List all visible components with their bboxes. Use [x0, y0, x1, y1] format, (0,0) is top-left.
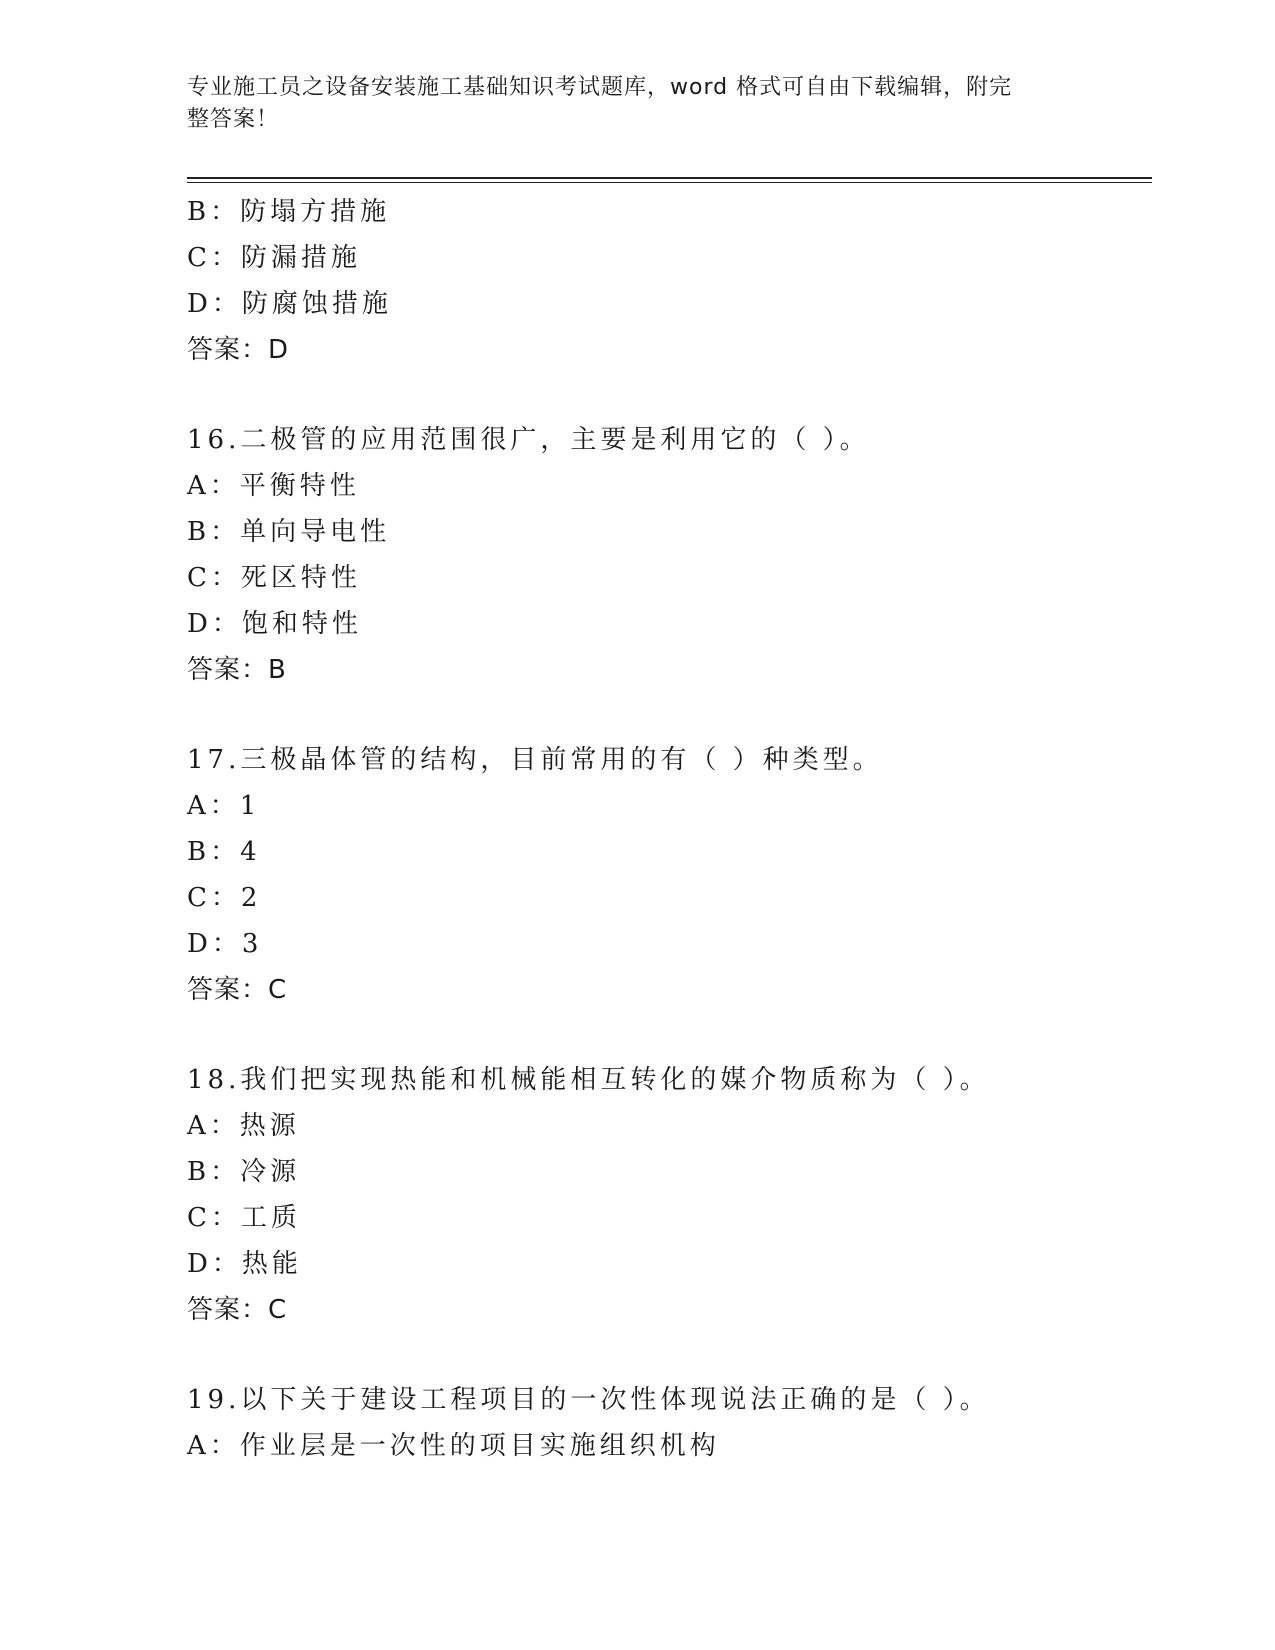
- question-19: [187, 1377, 1152, 1469]
- question-text: 18.我们把实现热能和机械能相互转化的媒介物质称为（ ）。: [187, 1065, 990, 1095]
- question-text: 16.二极管的应用范围很广，主要是利用它的（ ）。: [187, 425, 870, 455]
- option-a: A：平衡特性: [187, 471, 360, 501]
- option-a: A：热源: [187, 1111, 300, 1141]
- option-c: C：防漏措施: [187, 243, 361, 273]
- option-a: A：作业层是一次性的项目实施组织机构: [187, 1431, 720, 1461]
- document-header: [187, 72, 1067, 136]
- answer-line: 答案：B: [187, 655, 287, 685]
- option-c: C：死区特性: [187, 563, 361, 593]
- option-d: D：饱和特性: [187, 609, 362, 639]
- question-text: 19.以下关于建设工程项目的一次性体现说法正确的是（ ）。: [187, 1385, 990, 1415]
- option-d: D：热能: [187, 1249, 302, 1279]
- question-16: [187, 417, 1152, 693]
- header-line-2: 整答案！: [187, 107, 280, 132]
- option-b: B：4: [187, 837, 261, 867]
- question-text: 17.三极晶体管的结构，目前常用的有（ ）种类型。: [187, 745, 883, 775]
- option-b: B：冷源: [187, 1157, 301, 1187]
- header-rule-thin: [187, 182, 1152, 183]
- option-b: B：防塌方措施: [187, 197, 391, 227]
- option-b: B：单向导电性: [187, 517, 391, 547]
- header-line-1: 专业施工员之设备安装施工基础知识考试题库，word 格式可自由下载编辑，附完: [187, 75, 1013, 100]
- option-c: C：工质: [187, 1203, 301, 1233]
- header-rule-thick: [187, 177, 1152, 179]
- question-17: [187, 737, 1152, 1013]
- question-18: [187, 1057, 1152, 1333]
- option-a: A：1: [187, 791, 261, 821]
- option-d: D：3: [187, 929, 263, 959]
- option-d: D：防腐蚀措施: [187, 289, 392, 319]
- answer-line: 答案：C: [187, 1295, 288, 1325]
- answer-line: 答案：C: [187, 975, 288, 1005]
- question-list: [187, 189, 1152, 1469]
- question-15-continued: [187, 189, 1152, 373]
- answer-line: 答案：D: [187, 335, 290, 365]
- option-c: C：2: [187, 883, 262, 913]
